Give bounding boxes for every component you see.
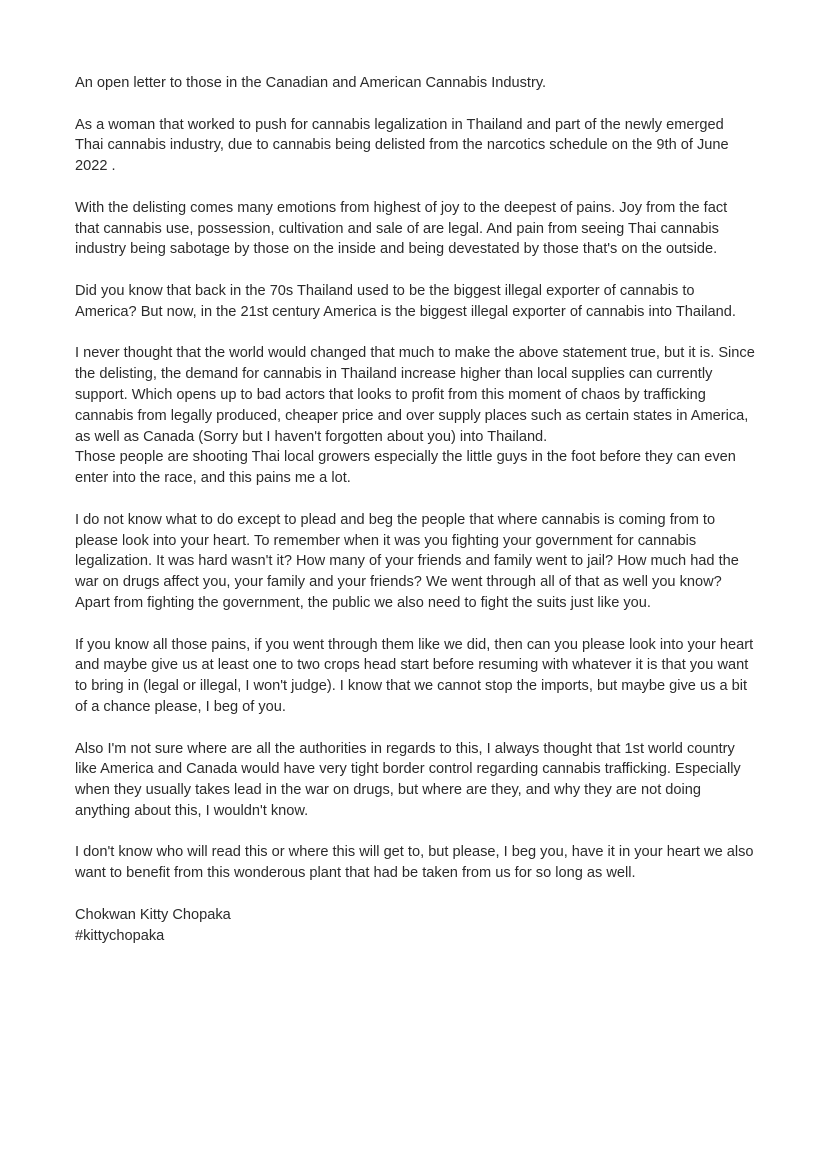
paragraph-head-start: If you know all those pains, if you went through them like we did, then can you please look into your heart and maybe give us at least one to two crops head start before resuming with whatever it is that you want to bring in (legal or illegal, I won't judge). I know that we cannot stop the imports, but maybe give us a bit of a chance please, I beg of you.	[75, 636, 754, 715]
paragraph-trafficking-part-2: Those people are shooting Thai local growers especially the little guys in the foot before they can even enter into the race, and this pains me a lot.	[75, 449, 736, 487]
letter-body	[75, 73, 755, 946]
paragraph-emotions: With the delisting comes many emotions from highest of joy to the deepest of pains. Joy from the fact that cannabis use, possession, cultivation and sale of are legal. And pain from seeing Thai cannabis industry being sabotage by those on the inside and being devestated by those that's on the outside.	[75, 199, 728, 258]
signature-handle: #kittychopaka	[75, 927, 165, 944]
paragraph-trafficking	[75, 343, 755, 489]
paragraph-trafficking-part-1: I never thought that the world would changed that much to make the above statement true, but it is. Since the delisting, the demand for cannabis in Thailand increase higher than local supplies can currently support. Which opens up to bad actors that looks to profit from this moment of chaos by trafficking cannabis from legally produced, cheaper price and over supply places such as certain states in America, as well as Canada (Sorry but I haven't forgotten about you) into Thailand.	[75, 345, 755, 445]
signature-name: Chokwan Kitty Chopaka	[75, 906, 231, 923]
paragraph-intro: As a woman that worked to push for cannabis legalization in Thailand and part of the newly emerged Thai cannabis industry, due to cannabis being delisted from the narcotics schedule on the 9th of June 2022 .	[75, 116, 729, 175]
paragraph-closing: I don't know who will read this or where this will get to, but please, I beg you, have it in your heart we also want to benefit from this wonderous plant that had be taken from us for so long as well.	[75, 844, 754, 882]
paragraph-plea: I do not know what to do except to plead and beg the people that where cannabis is coming from to please look into your heart. To remember when it was you fighting your government for cannabis legalization. It was hard wasn't it? How many of your friends and family went to jail? How much had the war on drugs affect you, your family and your friends? We went through all of that as well you know? Apart from fighting the government, the public we also need to fight the suits just like you.	[75, 511, 739, 611]
letter-heading: An open letter to those in the Canadian and American Cannabis Industry.	[75, 75, 547, 91]
paragraph-history: Did you know that back in the 70s Thailand used to be the biggest illegal exporter of cannabis to America? But now, in the 21st century America is the biggest illegal exporter of cannabis into Thailand.	[75, 282, 736, 320]
paragraph-authorities: Also I'm not sure where are all the authorities in regards to this, I always thought that 1st world country like America and Canada would have very tight border control regarding cannabis trafficking. Especially when they usually takes lead in the war on drugs, but where are they, and why they are not doing anything about this, I wouldn't know.	[75, 740, 741, 819]
